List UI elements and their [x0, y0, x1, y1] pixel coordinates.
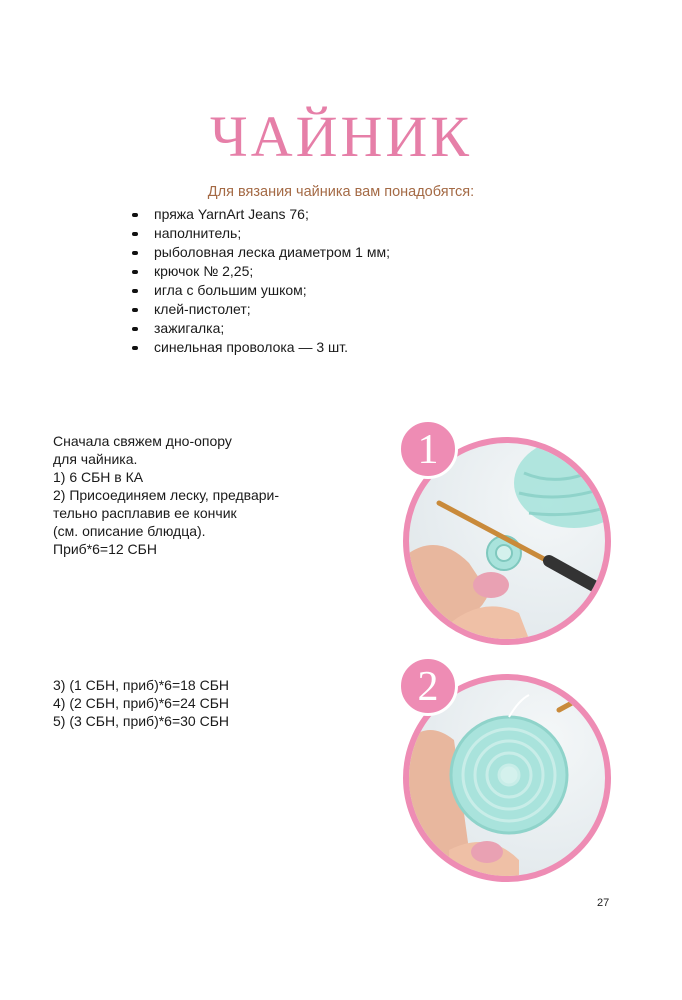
bullet-icon [132, 308, 138, 312]
bullet-icon [132, 289, 138, 293]
material-label: игла с большим ушком; [154, 282, 307, 298]
page-number: 27 [597, 897, 610, 909]
step-line: Приб*6=12 СБН [53, 541, 157, 557]
bullet-icon [132, 232, 138, 236]
material-label: клей-пистолет; [154, 301, 251, 317]
bullet-icon [132, 213, 138, 217]
step-line: 2) Присоединяем леску, предвари- [53, 487, 279, 503]
material-label: синельная проволока — 3 шт. [154, 339, 349, 355]
material-label: пряжа YarnArt Jeans 76; [154, 206, 309, 222]
list-item [130, 338, 390, 357]
step-2-instructions [53, 676, 229, 730]
step-line: 5) (3 СБН, приб)*6=30 СБН [53, 713, 230, 729]
list-item [130, 281, 390, 300]
step-2-badge: 2 [398, 656, 458, 716]
step-line: 3) (1 СБН, приб)*6=18 СБН [53, 677, 230, 693]
list-item [130, 205, 390, 224]
bullet-icon [132, 270, 138, 274]
material-label: рыболовная леска диаметром 1 мм; [154, 244, 390, 260]
step-1-instructions [53, 432, 279, 558]
step-line: (см. описание блюдца). [53, 523, 206, 539]
bullet-icon [132, 346, 138, 350]
step-1-badge: 1 [398, 419, 458, 479]
step-line: тельно расплавив ее кончик [53, 505, 237, 521]
materials-heading: Для вязания чайника вам понадобятся: [207, 184, 475, 200]
material-label: наполнитель; [154, 225, 242, 241]
material-label: зажигалка; [154, 320, 225, 336]
list-item [130, 224, 390, 243]
bullet-icon [132, 251, 138, 255]
material-label: крючок № 2,25; [154, 263, 254, 279]
list-item [130, 243, 390, 262]
step-line: 4) (2 СБН, приб)*6=24 СБН [53, 695, 230, 711]
materials-list [130, 205, 390, 357]
step-line: для чайника. [53, 451, 138, 467]
step-line: 1) 6 СБН в КА [53, 469, 144, 485]
list-item [130, 300, 390, 319]
bullet-icon [132, 327, 138, 331]
page-title: ЧАЙНИК [210, 104, 472, 169]
list-item [130, 262, 390, 281]
step-line: Сначала свяжем дно-опору [53, 433, 232, 449]
list-item [130, 319, 390, 338]
